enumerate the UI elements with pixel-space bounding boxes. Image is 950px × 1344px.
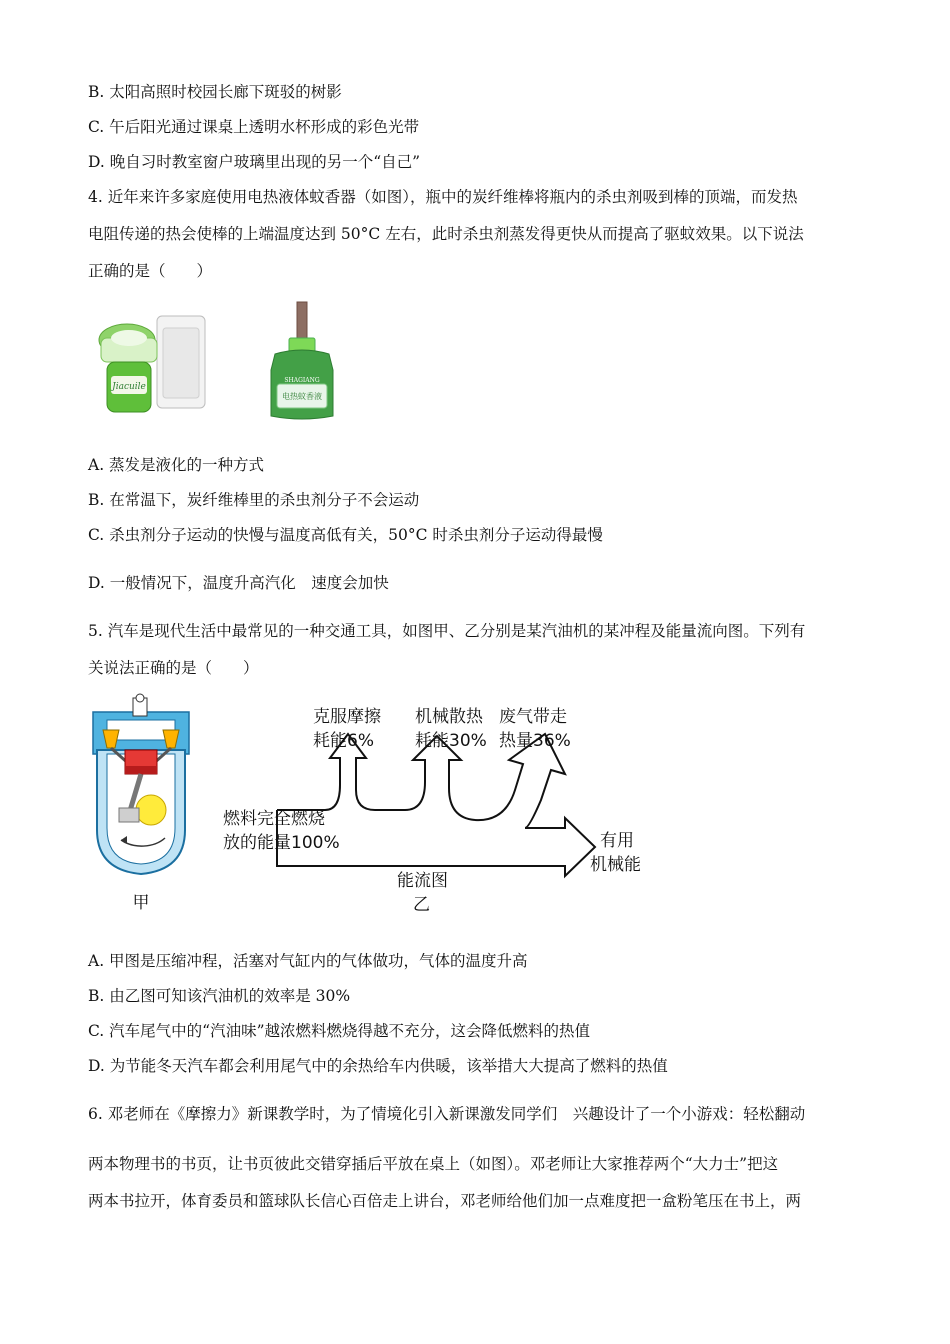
friction-label-2: 耗能6% [313, 731, 374, 751]
input-label-1: 燃料完全燃烧 [223, 809, 325, 829]
question-4-line-2: 电阻传递的热会使棒的上端温度达到 50°C 左右，此时杀虫剂蒸发得更快从而提高了驱蚊效果。以下说法 [88, 225, 804, 243]
option-d: D. 一般情况下，温度升高汽化 速度会加快 [88, 574, 389, 592]
question-5-line-2: 关说法正确的是（ ） [88, 659, 259, 677]
q5-option-d: D. 为节能冬天汽车都会利用尾气中的余热给车内供暖，该举措大大提高了燃料的热值 [88, 1057, 668, 1075]
line-c-option: C. 午后阳光通过课桌上透明水杯形成的彩色光带 [88, 118, 420, 136]
diagram-title: 能流图 [397, 871, 448, 891]
q5-option-a: A. 甲图是压缩冲程，活塞对气缸内的气体做功，气体的温度升高 [88, 952, 528, 970]
heat-label-2: 耗能30% [415, 731, 487, 751]
option-c: C. 杀虫剂分子运动的快慢与温度高低有关，50°C 时杀虫剂分子运动得最慢 [88, 526, 603, 544]
repellent-heater-photo [95, 298, 335, 423]
svg-text:Jiacuile: Jiacuile [112, 382, 146, 392]
question-6-line-1: 6. 邓老师在《摩擦力》新课教学时，为了情境化引入新课激发同学们 兴趣设计了一个小游戏：轻松翻动 [88, 1105, 806, 1123]
exhaust-label-1: 废气带走 [499, 707, 567, 727]
q5-option-c: C. 汽车尾气中的“汽油味”越浓燃料燃烧得越不充分，这会降低燃料的热值 [88, 1022, 591, 1040]
option-b: B. 在常温下，炭纤维棒里的杀虫剂分子不会运动 [88, 491, 420, 509]
question-4-line-1: 4. 近年来许多家庭使用电热液体蚊香器（如图），瓶中的炭纤维棒将瓶内的杀虫剂吸到棒的顶端，而发热 [88, 188, 798, 206]
svg-text:电热蚊香液: 电热蚊香液 [282, 392, 322, 401]
question-6-line-3: 两本书拉开，体育委员和篮球队长信心百倍走上讲台，邓老师给他们加一点难度把一盒粉笔压在书上，两 [88, 1192, 802, 1210]
question-4-line-3: 正确的是（ ） [88, 262, 213, 280]
engine-caption: 甲 [132, 893, 150, 913]
line-b-option: B. 太阳高照时校园长廊下斑驳的树影 [88, 83, 342, 101]
option-a: A. 蒸发是液化的一种方式 [88, 456, 265, 474]
question-5-line-1: 5. 汽车是现代生活中最常见的一种交通工具，如图甲、乙分别是某汽油机的某冲程及能量流向图。下列有 [88, 622, 806, 640]
engine-cylinder [93, 694, 189, 874]
exhaust-label-2: 热量36% [499, 731, 571, 751]
useful-label-2: 机械能 [590, 855, 641, 875]
useful-label-1: 有用 [600, 831, 634, 851]
input-label-2: 放的能量100% [223, 833, 340, 853]
line-d-option: D. 晚自习时教室窗户玻璃里出现的另一个“自己” [88, 153, 421, 171]
question-6-line-2: 两本物理书的书页，让书页彼此交错穿插后平放在桌上（如图）。邓老师让大家推荐两个“大力士”把这 [88, 1155, 779, 1173]
heat-label-1: 机械散热 [415, 707, 483, 727]
diagram-caption: 乙 [413, 895, 430, 915]
friction-label-1: 克服摩擦 [313, 707, 381, 727]
svg-text:SHAGIANG: SHAGIANG [284, 377, 320, 384]
q5-option-b: B. 由乙图可知该汽油机的效率是 30% [88, 987, 351, 1005]
engine-energy-flow-diagram [85, 690, 665, 920]
energy-flow-arrows [277, 734, 595, 876]
